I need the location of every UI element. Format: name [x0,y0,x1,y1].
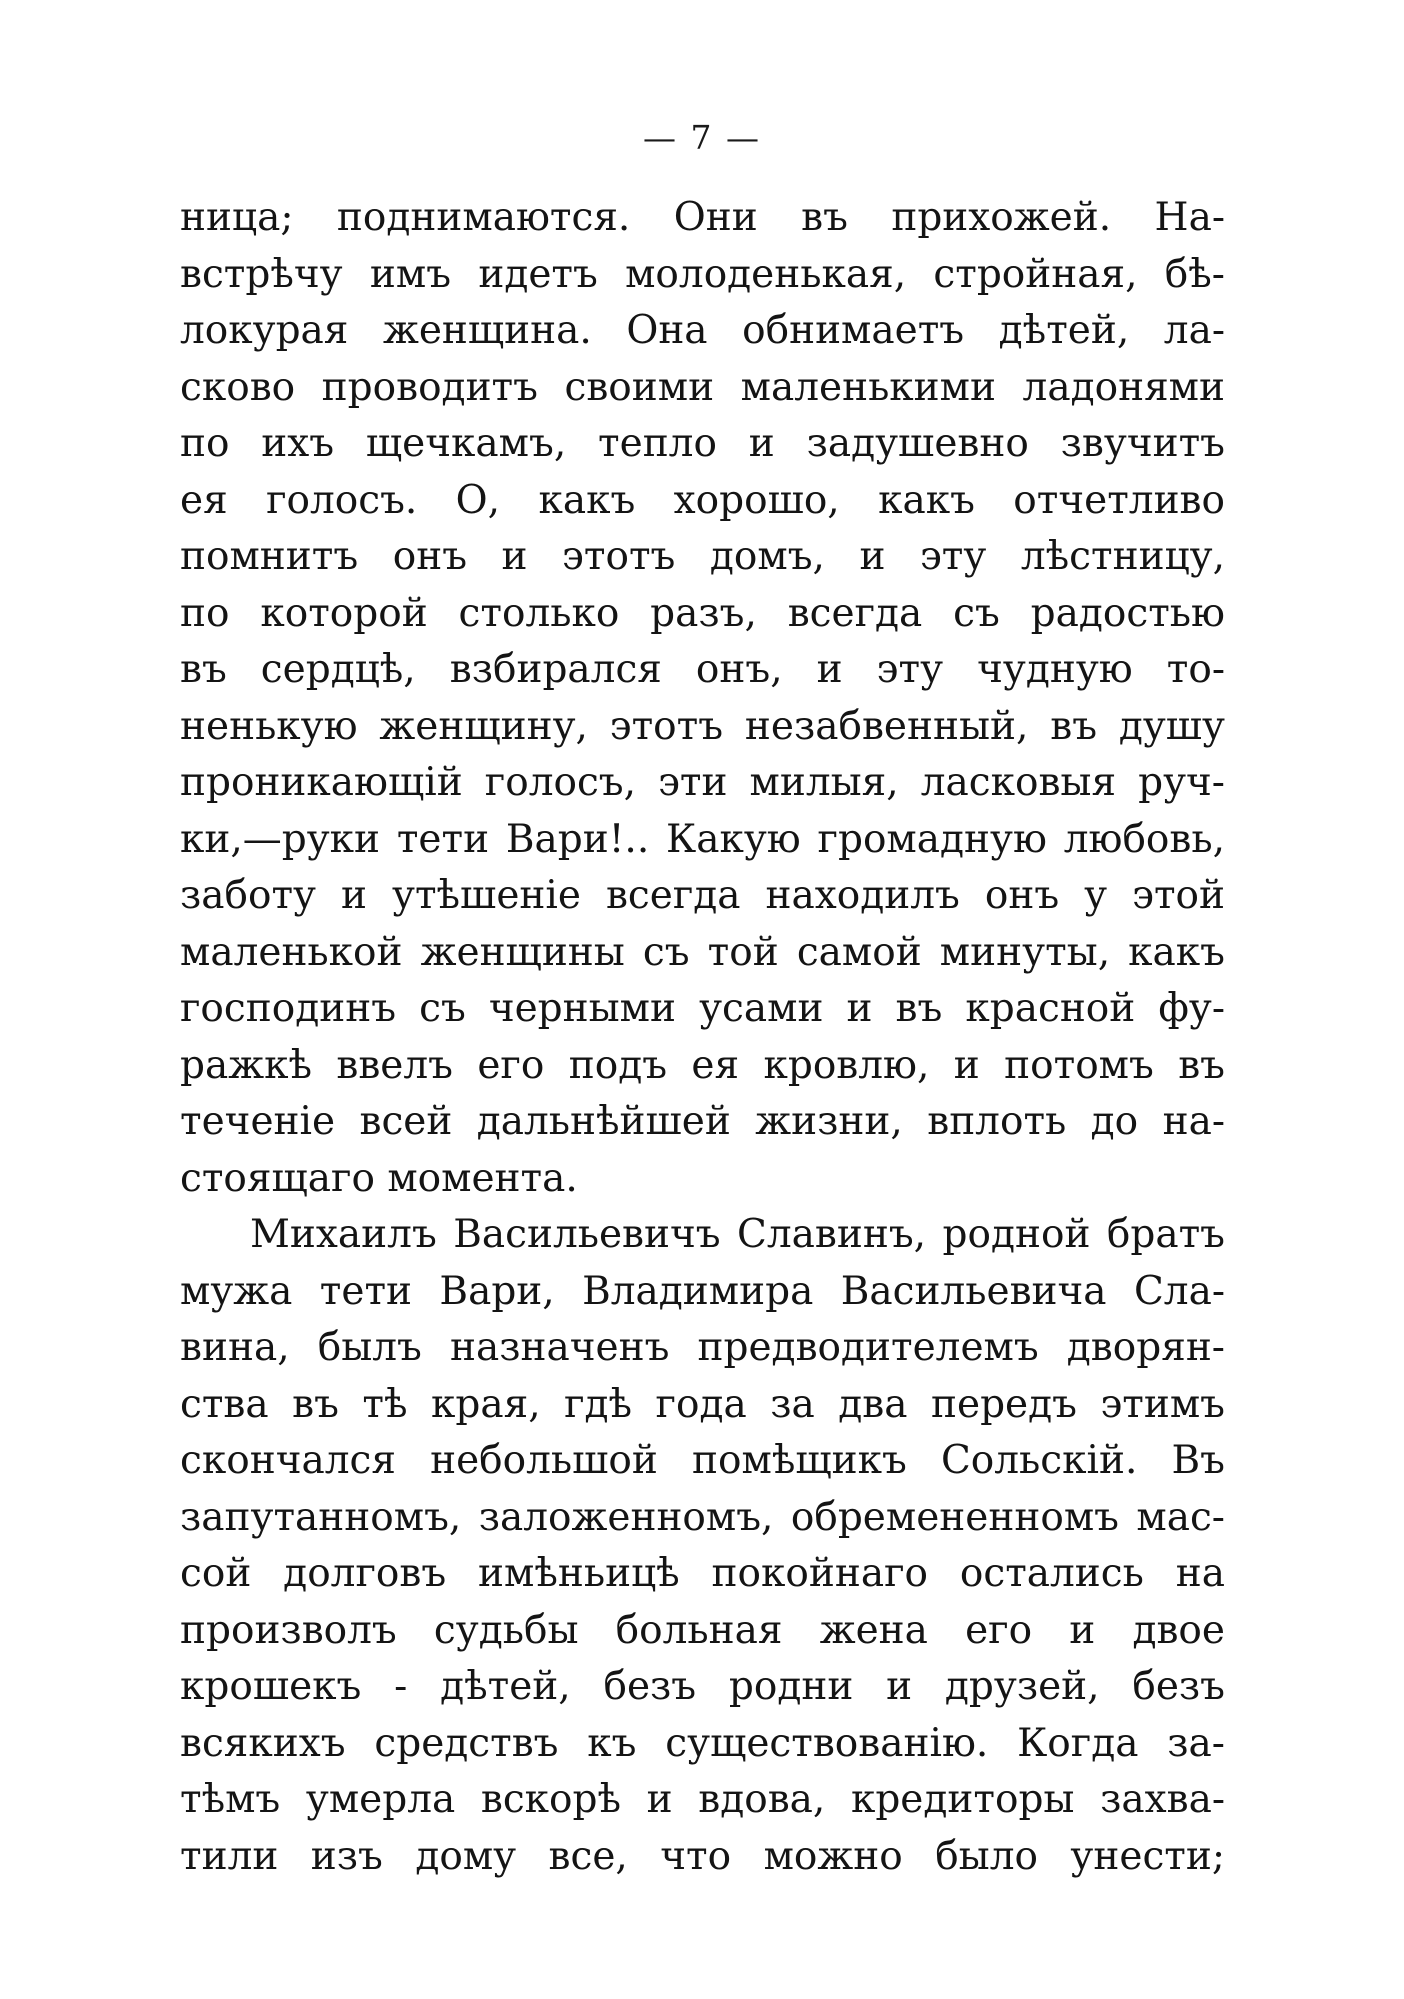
text-line: ки,—руки тети Вари!.. Какую громадную любовь, [180,816,1225,862]
text-line: господинъ съ черными усами и въ красной фу- [180,986,1225,1031]
text-line: Михаилъ Васильевичъ Славинъ, родной братъ [250,1212,1225,1257]
text-line: по ихъ щечкамъ, тепло и задушевно звучитъ [180,421,1225,466]
text-line: ства въ тѣ края, гдѣ года за два передъ этимъ [180,1381,1225,1427]
text-line: помнитъ онъ и этотъ домъ, и эту лѣстницу, [180,534,1225,579]
paragraph [180,190,1225,1207]
paragraph [180,1207,1225,1885]
text-line: ражкѣ ввелъ его подъ ея кровлю, и потомъ въ [180,1042,1225,1088]
text-line: маленькой женщины съ той самой минуты, какъ [180,929,1225,975]
text-line: мужа тети Вари, Владимира Васильевича Сла- [180,1268,1225,1314]
text-line: стоящаго момента. [180,1155,578,1201]
page-number: — 7 — [643,118,761,157]
text-line: въ сердцѣ, взбирался онъ, и эту чудную то- [180,647,1225,692]
text-line: ница; поднимаются. Они въ прихожей. На- [180,195,1225,240]
text-line: теченіе всей дальнѣйшей жизни, вплоть до на- [180,1099,1225,1144]
text-line: тили изъ дому все, что можно было унести; [180,1833,1225,1879]
text-line: сково проводитъ своими маленькими ладонями [180,364,1225,410]
text-line: ненькую женщину, этотъ незабвенный, въ душу [180,703,1225,749]
text-line: скончался небольшой помѣщикъ Сольскій. Въ [180,1438,1225,1483]
text-line: всякихъ средствъ къ существованію. Когда за- [180,1720,1225,1766]
text-line: запутанномъ, заложенномъ, обремененномъ мас- [180,1494,1225,1540]
text-line: заботу и утѣшеніе всегда находилъ онъ у этой [180,873,1225,918]
text-line: сой долговъ имѣньицѣ покойнаго остались на [180,1551,1225,1596]
text-line: встрѣчу имъ идетъ молоденькая, стройная, бѣ- [180,251,1225,297]
text-line: по которой столько разъ, всегда съ радостью [180,590,1225,636]
text-line: тѣмъ умерла вскорѣ и вдова, кредиторы захва- [180,1777,1225,1822]
text-line: крошекъ - дѣтей, безъ родни и друзей, безъ [180,1664,1225,1709]
text-line: локурая женщина. Она обнимаетъ дѣтей, ла- [180,308,1225,353]
body-text [180,190,1225,1885]
text-line: произволъ судьбы больная жена его и двое [180,1607,1225,1653]
text-line: ея голосъ. О, какъ хорошо, какъ отчетливо [180,477,1225,523]
text-line: вина, былъ назначенъ предводителемъ дворян- [180,1325,1225,1370]
text-line: проникающій голосъ, эти милыя, ласковыя руч- [180,760,1225,805]
